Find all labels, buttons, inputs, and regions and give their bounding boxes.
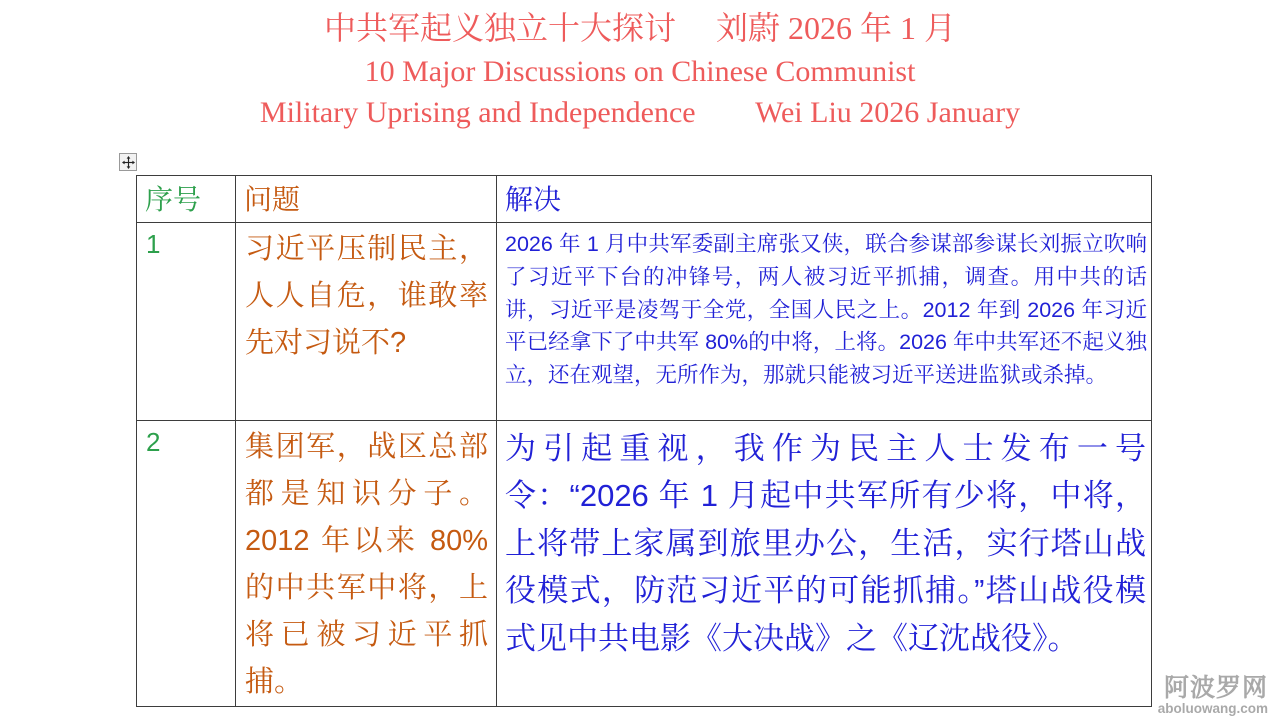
discussion-table <box>136 175 1152 707</box>
document-title <box>0 6 1280 133</box>
move-arrows-icon <box>122 156 135 169</box>
table-move-handle[interactable] <box>119 153 137 171</box>
table-row <box>137 421 1152 707</box>
title-line-english-2: Military Uprising and Independence Wei Liu 2026 January <box>259 96 1021 129</box>
watermark-site-name: 阿波罗网 <box>1163 673 1268 702</box>
watermark <box>1158 675 1268 717</box>
title-line-chinese: 中共军起义独立十大探讨 刘蔚 2026 年 1 月 <box>323 10 956 46</box>
solution-cell: 2026 年 1 月中共军委副主席张又侠，联合参谋部参谋长刘振立吹响了习近平下台的冲锋号，两人被习近平抓捕，调查。用中共的话讲，习近平是凌驾于全党，全国人民之上。2012 年到 2026 年习近平已经拿下了中共军 80%的中将，上将。2026 年中共军还不起义独立，还在观望，无所作为，那就只能被习近平送进监狱或杀掉。 <box>497 223 1152 421</box>
question-cell: 习近平压制民主，人人自危，谁敢率先对习说不? <box>236 223 497 421</box>
table-row <box>137 223 1152 421</box>
header-cell-solution: 解决 <box>497 176 1152 223</box>
solution-cell: 为引起重视，我作为民主人士发布一号令：“2026 年 1 月起中共军所有少将，中将，上将带上家属到旅里办公，生活，实行塔山战役模式，防范习近平的可能抓捕。”塔山战役模式见中共电影《大决战》之《辽沈战役》。 <box>497 421 1152 707</box>
question-cell: 集团军，战区总部都是知识分子。2012 年以来 80%的中共军中将，上将已被习近平抓捕。 <box>236 421 497 707</box>
header-cell-number: 序号 <box>137 176 236 223</box>
row-number-cell: 2 <box>137 421 236 707</box>
title-line-english-1: 10 Major Discussions on Chinese Communist <box>364 55 916 88</box>
row-number-cell: 1 <box>137 223 236 421</box>
watermark-site-url: aboluowang.com <box>1157 701 1268 717</box>
table-header-row <box>137 176 1152 223</box>
header-cell-question: 问题 <box>236 176 497 223</box>
